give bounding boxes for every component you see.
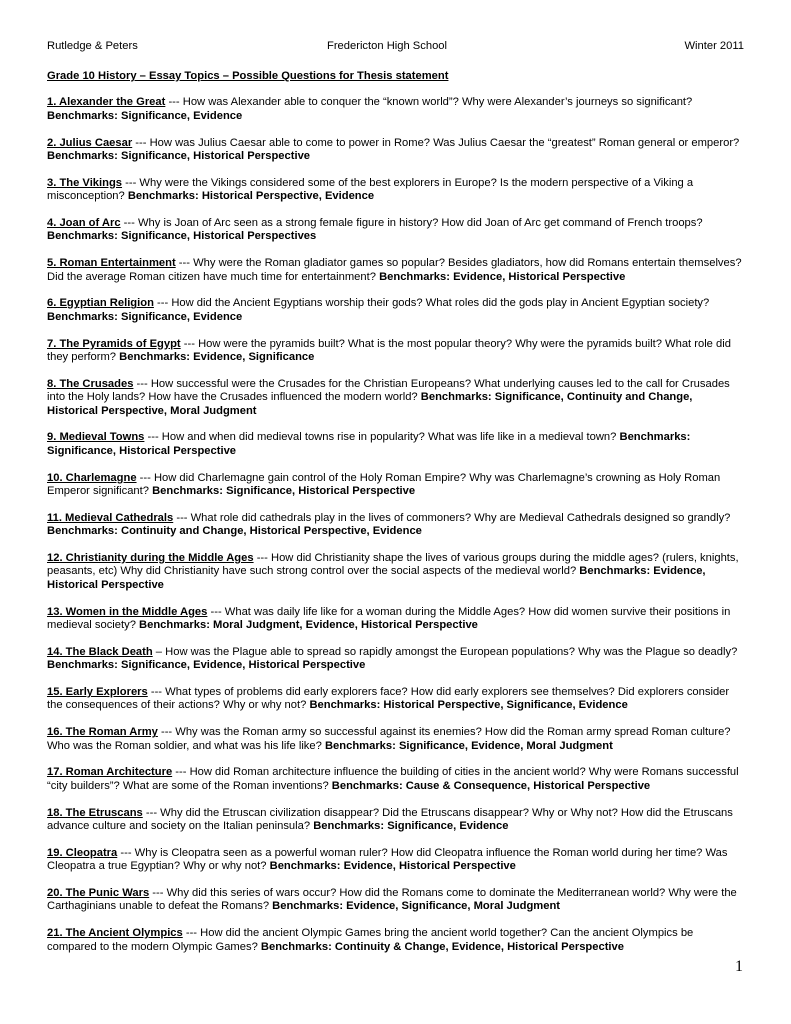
topic-item bbox=[47, 927, 744, 954]
topic-benchmarks: Benchmarks: Significance, Evidence, Moral Judgment bbox=[324, 739, 613, 752]
topic-question: --- How was Alexander able to conquer the “known world”? Why were Alexander’s journeys so significant? bbox=[165, 96, 693, 109]
topic-item bbox=[47, 177, 744, 204]
topic-title: 4. Joan of Arc bbox=[47, 217, 121, 230]
topic-item bbox=[47, 807, 744, 834]
topic-benchmarks: Benchmarks: Significance, Evidence bbox=[313, 820, 509, 833]
topic-question: --- How was Julius Caesar able to come to power in Rome? Was Julius Caesar the “greatest” Roman general or emperor? bbox=[132, 136, 740, 149]
topic-title: 16. The Roman Army bbox=[47, 726, 158, 739]
topic-title: 9. Medieval Towns bbox=[47, 431, 145, 444]
topic-item bbox=[47, 96, 744, 123]
topic-question: --- Why is Cleopatra seen as a powerful woman ruler? How did Cleopatra influence the Roman world during her time? Was Cleopatra a true Egyptian? Why or why not? bbox=[47, 846, 728, 873]
topic-question: --- Why were the Roman gladiator games so popular? Besides gladiators, how did Romans entertain themselves? Did the average Roman citizen have much time for entertainment? bbox=[47, 257, 742, 283]
topic-question: --- What was daily life like for a woman during the Middle Ages? How did women survive their positions in medieval society? bbox=[47, 605, 731, 632]
topic-item bbox=[47, 726, 744, 753]
topic-item bbox=[47, 137, 744, 164]
page-header bbox=[47, 40, 744, 54]
topic-item bbox=[47, 512, 744, 539]
topic-title: 2. Julius Caesar bbox=[47, 136, 133, 149]
topic-benchmarks: Benchmarks: Evidence, Significance, Moral Judgment bbox=[272, 900, 561, 913]
topic-question: --- How did Christianity shape the lives of various groups during the middle ages? (rulers, knights, peasants, etc) Why did Christianity have such strong control over the social aspects of the medieval world? bbox=[47, 552, 739, 578]
topic-benchmarks: Benchmarks: Evidence, Historical Perspective bbox=[379, 270, 626, 283]
topic-benchmarks: Benchmarks: Cause & Consequence, Historical Perspective bbox=[331, 779, 651, 792]
topic-title: 11. Medieval Cathedrals bbox=[47, 511, 174, 524]
topic-question: --- How successful were the Crusades for the Christian Europeans? What underlying causes led to the call for Crusades into the Holy lands? How have the Crusades influenced the modern world? bbox=[47, 377, 730, 404]
topic-item bbox=[47, 472, 744, 499]
topic-title: 14. The Black Death bbox=[47, 645, 153, 658]
header-school: Fredericton High School bbox=[327, 40, 448, 52]
document-title: Grade 10 History – Essay Topics – Possible Questions for Thesis statement bbox=[47, 70, 449, 82]
topic-title: 8. The Crusades bbox=[47, 377, 134, 390]
topic-title: 15. Early Explorers bbox=[47, 686, 148, 699]
topic-benchmarks: Benchmarks: Historical Perspective, Evidence bbox=[127, 190, 375, 203]
topic-benchmarks: Benchmarks: Significance, Historical Perspective bbox=[152, 485, 416, 498]
topic-item bbox=[47, 257, 744, 284]
topic-question: --- How and when did medieval towns rise in popularity? What was life like in a medieval town? bbox=[144, 431, 620, 444]
topic-benchmarks: Benchmarks: Historical Perspective, Significance, Evidence bbox=[309, 699, 628, 712]
topic-item bbox=[47, 887, 744, 914]
topic-benchmarks: Benchmarks: Significance, Historical Perspectives bbox=[47, 230, 317, 243]
topic-title: 12. Christianity during the Middle Ages bbox=[47, 552, 254, 565]
topic-benchmarks: Benchmarks: Significance, Historical Perspective bbox=[47, 431, 691, 457]
topic-item bbox=[47, 431, 744, 458]
topic-benchmarks: Benchmarks: Significance, Evidence, Historical Perspective bbox=[47, 659, 366, 672]
topic-question: --- How did Charlemagne gain control of the Holy Roman Empire? Why was Charlemagne’s crowning as Holy Roman Emperor significant? bbox=[47, 471, 721, 498]
topic-title: 6. Egyptian Religion bbox=[47, 297, 154, 310]
topic-item bbox=[47, 766, 744, 793]
topic-item bbox=[47, 686, 744, 713]
topic-item bbox=[47, 606, 744, 633]
topic-question: --- Why was the Roman army so successful against its enemies? How did the Roman army spread Roman culture? Who was the Roman soldier, and what was his life like? bbox=[47, 726, 731, 752]
topic-item bbox=[47, 552, 744, 592]
topic-benchmarks: Benchmarks: Evidence, Historical Perspective bbox=[269, 860, 516, 873]
header-term: Winter 2011 bbox=[684, 40, 744, 52]
topic-title: 20. The Punic Wars bbox=[47, 887, 150, 900]
topic-question: --- How did the Ancient Egyptians worship their gods? What roles did the gods play in Ancient Egyptian society? bbox=[153, 297, 710, 310]
topic-title: 1. Alexander the Great bbox=[47, 96, 166, 109]
topic-question: --- What types of problems did early explorers face? How did early explorers see themselves? Did explorers consider the consequences of their actions? Why or why not? bbox=[47, 686, 730, 712]
topic-title: 10. Charlemagne bbox=[47, 471, 137, 484]
topic-question: --- How did the ancient Olympic Games bring the ancient world together? Can the ancient Olympics be compared to the modern Olympic Games? bbox=[47, 927, 694, 953]
topic-item bbox=[47, 847, 744, 874]
topic-benchmarks: Benchmarks: Continuity and Change, Historical Perspective, Evidence bbox=[47, 525, 422, 538]
topic-benchmarks: Benchmarks: Evidence, Historical Perspective bbox=[47, 565, 706, 591]
topic-question: --- Why did this series of wars occur? How did the Romans come to dominate the Mediterranean world? Why were the Carthaginians unable to defeat the Romans? bbox=[47, 887, 737, 913]
topic-benchmarks: Benchmarks: Significance, Evidence bbox=[47, 310, 243, 323]
topic-title: 21. The Ancient Olympics bbox=[47, 927, 183, 940]
topic-item bbox=[47, 297, 744, 324]
topic-title: 19. Cleopatra bbox=[47, 846, 118, 859]
topic-benchmarks: Benchmarks: Significance, Evidence bbox=[47, 109, 243, 122]
topic-question: --- Why is Joan of Arc seen as a strong female figure in history? How did Joan of Arc get command of French troops? bbox=[120, 217, 703, 230]
topic-question: – How was the Plague able to spread so rapidly amongst the European populations? Why was the Plague so deadly? bbox=[152, 645, 738, 658]
page-number: 1 bbox=[735, 958, 743, 975]
topic-title: 18. The Etruscans bbox=[47, 806, 143, 819]
document-page bbox=[47, 40, 744, 967]
topic-item bbox=[47, 338, 744, 365]
topic-list bbox=[47, 96, 744, 954]
topic-item bbox=[47, 378, 744, 418]
topic-question: --- Why did the Etruscan civilization disappear? Did the Etruscans disappear? Why or Why not? How did the Etruscans advance culture and society on the Italian peninsula? bbox=[47, 806, 733, 833]
topic-item bbox=[47, 217, 744, 244]
topic-benchmarks: Benchmarks: Evidence, Significance bbox=[119, 351, 315, 364]
topic-title: 13. Women in the Middle Ages bbox=[47, 605, 208, 618]
topic-benchmarks: Benchmarks: Moral Judgment, Evidence, Historical Perspective bbox=[139, 619, 478, 632]
topic-question: --- How did Roman architecture influence the building of cities in the ancient world? Why were Romans successful “city builders”? What are some of the Roman inventions? bbox=[47, 766, 739, 792]
header-authors: Rutledge & Peters bbox=[47, 40, 138, 52]
topic-benchmarks: Benchmarks: Significance, Historical Perspective bbox=[47, 150, 311, 163]
topic-question: --- How were the pyramids built? What is the most popular theory? Why were the pyramids built? What role did they perform? bbox=[47, 337, 731, 364]
topic-title: 17. Roman Architecture bbox=[47, 766, 173, 779]
topic-title: 5. Roman Entertainment bbox=[47, 257, 176, 270]
topic-title: 3. The Vikings bbox=[47, 176, 123, 189]
topic-question: --- Why were the Vikings considered some of the best explorers in Europe? Is the modern perspective of a Viking a misconception? bbox=[47, 176, 694, 203]
topic-item bbox=[47, 646, 744, 673]
topic-title: 7. The Pyramids of Egypt bbox=[47, 337, 181, 350]
topic-benchmarks: Benchmarks: Significance, Continuity and Change, Historical Perspective, Moral Judgment bbox=[47, 391, 693, 417]
topic-question: --- What role did cathedrals play in the lives of commoners? Why are Medieval Cathedrals designed so grandly? bbox=[173, 511, 731, 524]
topic-benchmarks: Benchmarks: Continuity & Change, Evidence, Historical Perspective bbox=[260, 940, 624, 953]
